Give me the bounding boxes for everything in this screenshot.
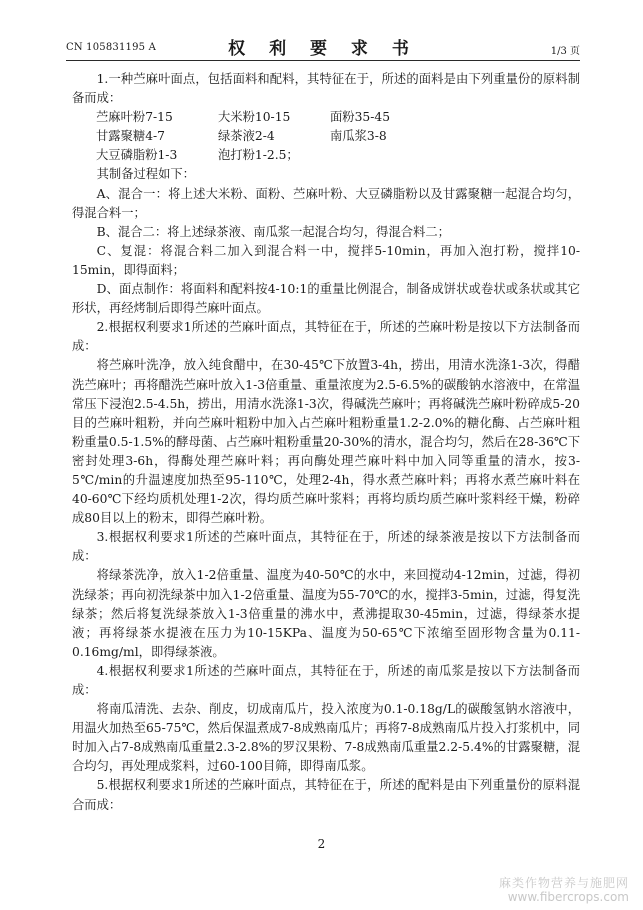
claim-1-intro: 1.一种苎麻叶面点，包括面料和配料，其特征在于，所述的面料是由下列重量份的原料制备而成： [72,72,580,106]
step-d: D、面点制作：将面料和配料按4-10:1的重量比例混合，制备成饼状或卷状或条状或其它形状，再经烤制后即得苎麻叶面点。 [72,282,580,316]
step-c: C、复混：将混合料二加入到混合料一中，搅拌5-10min，再加入泡打粉，搅拌10-15min，即得面料； [72,243,580,277]
claim-2-body: 将苎麻叶洗净，放入纯食醋中，在30-45℃下放置3-4h，捞出，用清水洗涤1-3次，得醋洗苎麻叶；再将醋洗苎麻叶放入1-3倍重量、重量浓度为2.5-6.5%的碳酸钠水溶液中，在常温常压下浸泡2.5-4.5h，捞出，用清水洗涤1-3次，得碱洗苎麻叶；再将碱洗苎麻叶粉碎成5-20目的苎麻叶粗粉，并向苎麻叶粗粉中加入占苎麻叶粗粉重量1.2-2.0%的糖化酶、占苎麻叶粗粉重量0.5-1.5%的酵母菌、占苎麻叶粗粉重量20-30%的清水，混合均匀，然后在28-36℃下密封处理3-6h，得酶处理苎麻叶料；再向酶处理苎麻叶料中加入同等重量的清水，按3-5℃/min的升温速度加热至95-110℃，处理2-4h，得水煮苎麻叶料；再将水煮苎麻叶料在40-60℃下经均质机处理1-2次，得均质苎麻叶浆料；再将均质均质苎麻叶浆料经干燥，粉碎成80目以上的粉末，即得苎麻叶粉。 [72,358,580,526]
page-header [66,30,580,61]
watermark-site-name: 麻类作物营养与施肥网 [498,876,629,890]
page-info: 1/3 页 [550,46,580,57]
claim-5-intro: 5.根据权利要求1所述的苎麻叶面点，其特征在于，所述的配料是由下列重量份的原料混合而成： [72,778,580,812]
ingredient-item: 泡打粉1-2.5； [218,148,299,163]
ingredient-list [72,108,580,165]
claim-4-intro: 4.根据权利要求1所述的苎麻叶面点，其特征在于，所述的南瓜浆是按以下方法制备而成： [72,663,580,697]
claim-4-body: 将南瓜清洗、去杂、削皮，切成南瓜片，投入浓度为0.1-0.18g/L的碳酸氢钠水溶液中，用温火加热至65-75℃，然后保温煮成7-8成熟南瓜片；再将7-8成熟南瓜片投入打浆机中，同时加入占7-8成熟南瓜重量2.3-2.8%的罗汉果粉、7-8成熟南瓜重量2.2-5.4%的甘露聚糖，混合均匀，再处理成浆料，过60-100目筛，即得南瓜浆。 [72,702,580,774]
watermark [499,876,629,904]
patent-number: CN 105831195 A [66,42,157,53]
claim-3-intro: 3.根据权利要求1所述的苎麻叶面点，其特征在于，所述的绿茶液是按以下方法制备而成： [72,530,580,564]
claim-2-intro: 2.根据权利要求1所述的苎麻叶面点，其特征在于，所述的苎麻叶粉是按以下方法制备而成： [72,320,580,354]
claim-3-body: 将绿茶洗净，放入1-2倍重量、温度为40-50℃的水中，来回搅动4-12min，过滤，得初洗绿茶；再向初洗绿茶中加入1-2倍重量、温度为55-70℃的水，搅拌3-5min，过滤，得复洗绿茶；然后将复洗绿茶放入1-3倍重量的沸水中，煮沸提取30-45min，过滤，得绿茶水提液；再将绿茶水提液在压力为10-15KPa、温度为50-65℃下浓缩至固形物含量为0.11-0.16mg/ml，即得绿茶液。 [72,568,580,659]
step-b: B、混合二：将上述绿茶液、南瓜浆一起混合均匀，得混合料二； [96,224,450,239]
step-a: A、混合一：将上述大米粉、面粉、苎麻叶粉、大豆磷脂粉以及甘露聚糖一起混合均匀，得混合料一； [72,186,580,220]
ingredient-item: 南瓜浆3-8 [330,129,387,144]
claims-body [72,70,580,815]
document-title: 权 利 要 求 书 [228,39,418,59]
ingredient-item: 甘露聚糖4-7 [96,129,165,144]
ingredient-item: 面粉35-45 [330,110,391,125]
watermark-url: www.fibercrops.com [507,890,629,904]
ingredient-item: 大米粉10-15 [218,110,291,125]
ingredient-item: 苎麻叶粉7-15 [96,110,173,125]
page-number: 2 [317,837,326,851]
ingredient-item: 大豆磷脂粉1-3 [96,148,178,163]
ingredient-item: 绿茶液2-4 [218,129,275,144]
method-intro: 其制备过程如下： [96,167,195,182]
